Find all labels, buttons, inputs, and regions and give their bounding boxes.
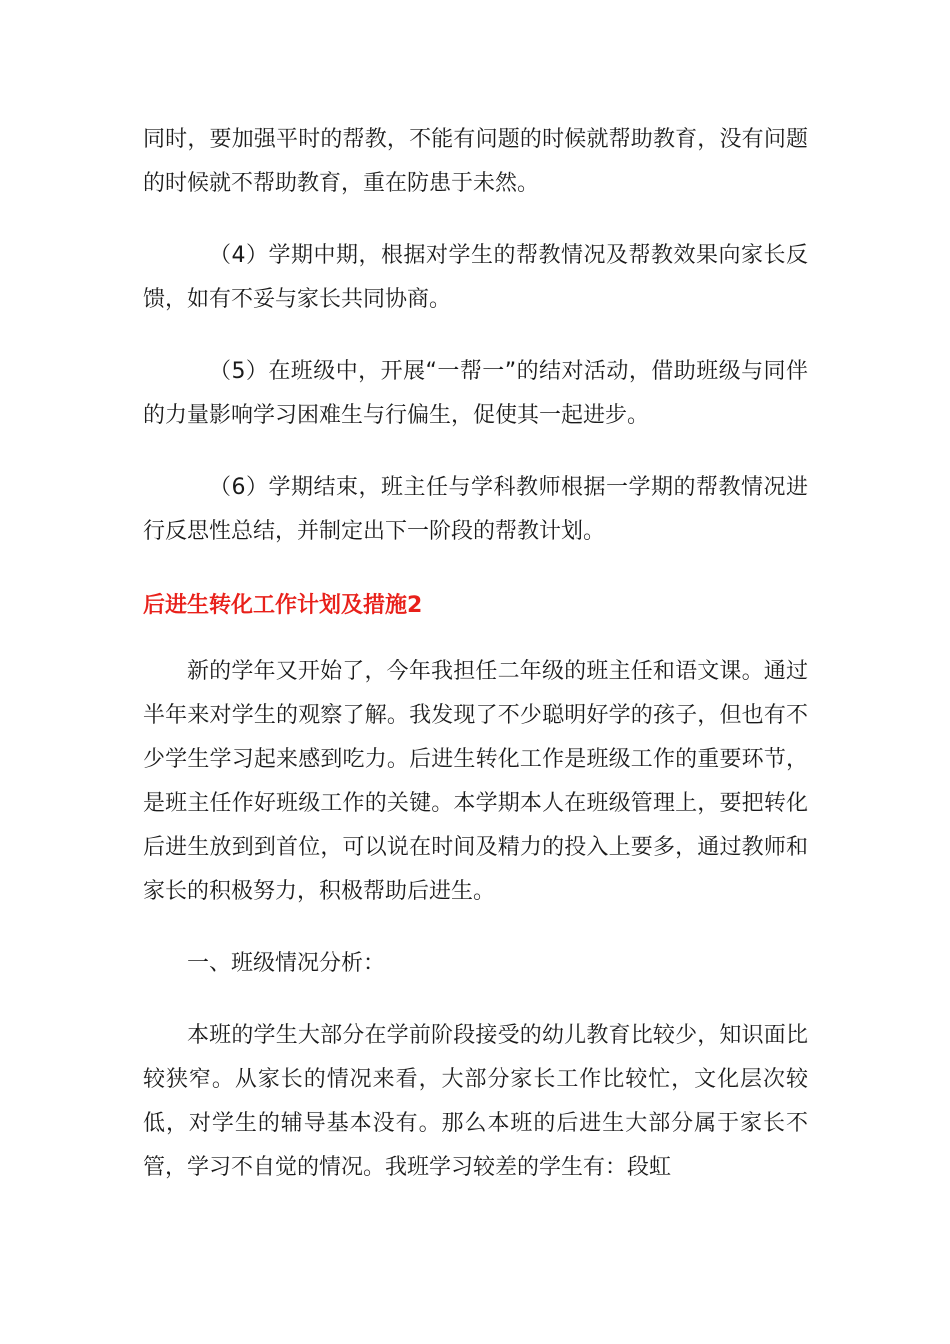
paragraph-intro: 新的学年又开始了，今年我担任二年级的班主任和语文课。通过半年来对学生的观察了解。我发现了不少聪明好学的孩子，但也有不少学生学习起来感到吃力。后进生转化工作是班级工作的重要环节，是班主任作好班级工作的关键。本学期本人在班级管理上，要把转化后进生放到到首位，可以说在时间及精力的投入上要多，通过教师和家长的积极努力，积极帮助后进生。 <box>143 659 808 904</box>
paragraph-continuation: 同时，要加强平时的帮教，不能有问题的时候就帮助教育，没有问题的时候就不帮助教育，重在防患于未然。 <box>143 127 808 196</box>
paragraph-item-4: （4）学期中期，根据对学生的帮教情况及帮教效果向家长反馈，如有不妥与家长共同协商。 <box>143 243 808 312</box>
paragraph-class-analysis: 本班的学生大部分在学前阶段接受的幼儿教育比较少，知识面比较狭窄。从家长的情况来看，大部分家长工作比较忙，文化层次较低，对学生的辅导基本没有。那么本班的后进生大部分属于家长不管，学习不自觉的情况。我班学习较差的学生有：段虹 <box>143 1023 808 1180</box>
subheading-class-analysis: 一、班级情况分析： <box>187 951 386 976</box>
section-heading: 后进生转化工作计划及措施2 <box>143 593 423 618</box>
paragraph-item-6: （6）学期结束，班主任与学科教师根据一学期的帮教情况进行反思性总结，并制定出下一阶段的帮教计划。 <box>143 475 808 544</box>
document-body <box>143 118 808 1190</box>
paragraph-item-5: （5）在班级中，开展“一帮一”的结对活动，借助班级与同伴的力量影响学习困难生与行偏生，促使其一起进步。 <box>143 359 808 428</box>
